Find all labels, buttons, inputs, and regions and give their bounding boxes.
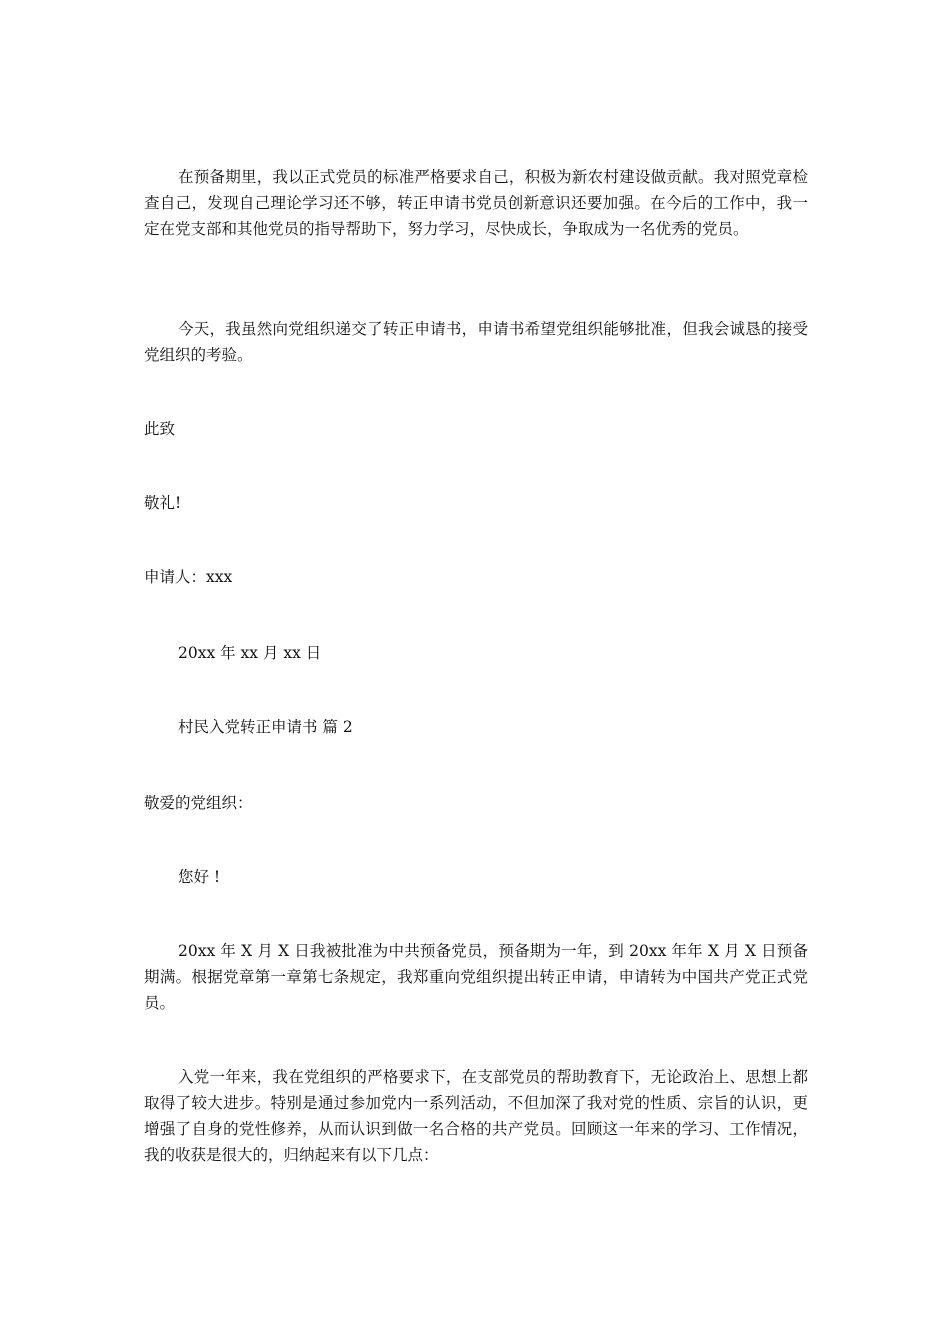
closing-jingli: 敬礼!	[144, 494, 182, 512]
closing-cizhi: 此致	[144, 420, 176, 438]
greeting: 您好 !	[178, 868, 221, 886]
paragraph-submission: 今天，我虽然向党组织递交了转正申请书，申请书希望党组织能够批准，但我会诚恳的接受党组织的考验。	[144, 320, 808, 364]
paragraph-probation: 在预备期里，我以正式党员的标准严格要求自己，积极为新农村建设做贡献。我对照党章检查自己，发现自己理论学习还不够，转正申请书党员创新意识还要加强。在今后的工作中，我一定在党支部和其他党员的指导帮助下，努力学习，尽快成长，争取成为一名优秀的党员。	[144, 168, 808, 238]
paragraph-approval: 20xx 年 X 月 X 日我被批准为中共预备党员，预备期为一年，到 20xx 年年 X 月 X 日预备期满。根据党章第一章第七条规定，我郑重向党组织提出转正申请，申请转为中国共产党正式党员。	[144, 942, 809, 1012]
section-title: 村民入党转正申请书 篇 2	[178, 718, 353, 736]
date-line: 20xx 年 xx 月 xx 日	[178, 644, 322, 662]
applicant-line: 申请人：xxx	[144, 568, 233, 586]
salutation: 敬爱的党组织：	[144, 794, 253, 812]
paragraph-progress: 入党一年来，我在党组织的严格要求下，在支部党员的帮助教育下，无论政治上、思想上都取得了较大进步。特别是通过参加党内一系列活动，不但加深了我对党的性质、宗旨的认识，更增强了自身的党性修养，从而认识到做一名合格的共产党员。回顾这一年来的学习、工作情况，我的收获是很大的，归纳起来有以下几点：	[144, 1068, 808, 1164]
